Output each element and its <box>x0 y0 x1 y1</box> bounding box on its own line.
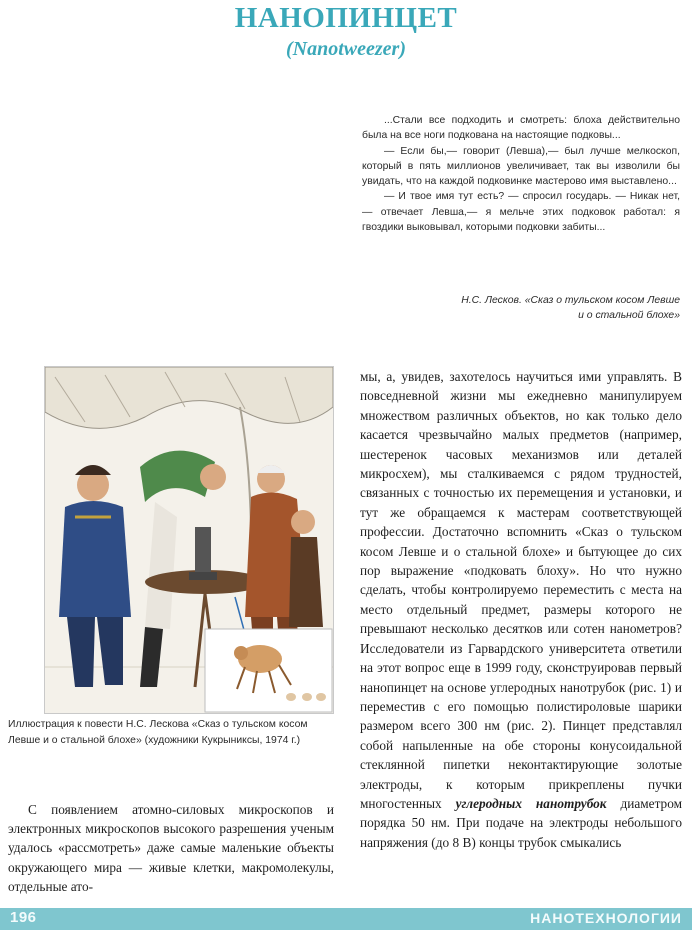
epigraph-attribution <box>362 293 680 323</box>
illustration-drawing <box>45 367 333 713</box>
left-column <box>8 800 334 896</box>
section-name: НАНОТЕХНОЛОГИИ <box>530 910 682 926</box>
epigraph-paragraph: — Если бы,— говорит (Левша),— был лучше мелкоскоп, который в пять миллионов увеличивает, так вы изволили бы увидать, что на каждой подковинке мастерово имя выставлено... <box>362 145 680 188</box>
epigraph <box>362 113 680 235</box>
figure-caption: Иллюстрация к повести Н.С. Лескова «Сказ о тульском косом Левше и о стальной блохе» (художники Кукрыниксы, 1974 г.) <box>8 719 308 746</box>
right-column <box>360 367 682 852</box>
footer-band <box>0 908 692 930</box>
attribution-line: и о стальной блохе» <box>578 310 680 321</box>
term-emphasis: углеродных нанотрубок <box>455 795 607 811</box>
epigraph-paragraph: — И твое имя тут есть? — спросил государь. — Никак нет, — отвечает Левша,— я мельче этих подковок работал: я гвоздики выковывал, которыми подковки забиты... <box>362 191 680 234</box>
page-title: НАНОПИНЦЕТ <box>234 2 458 34</box>
body-paragraph <box>360 367 682 852</box>
illustration-image <box>44 366 334 714</box>
page-number: 196 <box>10 909 37 926</box>
body-paragraph: С появлением атомно-силовых микроскопов и электронных микроскопов высокого разрешения ученым удалось «рассмотреть» даже самые маленькие объекты окружающего мира — живые клетки, макромолекулы, отдельные ато- <box>8 802 334 894</box>
page-subtitle: (Nanotweezer) <box>286 38 406 60</box>
epigraph-paragraph: ...Стали все подходить и смотреть: блоха действительно была на все ноги подкована на настоящие подковы... <box>362 115 680 142</box>
body-text: мы, а, увидев, захотелось научиться ими управлять. В повседневной жизни мы ежедневно манипулируем множеством различных объектов, но как только дело касается чрезвычайно малых предметов (например, шестеренок часовых механизмов или деталей микросхем), мы сталкиваемся с рядом трудностей, связанных с точностью их перемещения и установки, и тут же обращаемся к мастерам соответствующей профессии. Достаточно вспомнить «Сказ о тульском косом Левше и о стальной блохе» и бытующее до сих пор выражение «подковать блоху». Но что нужно сделать, чтобы контролируемо переместить с места на место отдельный предмет, размеры которого не превышают несколько десятков или сотен нанометров? Исследователи из Гарвардского университета ответили на этот вопрос еще в 1999 году, сконструировав первый нанопинцет на основе углеродных нанотрубок (рис. 1) и переместив с его помощью полистироловые шарики размером всего 300 нм (рис. 2). Пинцет представлял собой напыленные на обе стороны конусоидальной стеклянной пипетки неконтактирующие золотые электроды, к которым прикреплены пучки многостенных <box>360 369 682 811</box>
attribution-line: Н.С. Лесков. «Сказ о тульском косом Левше <box>461 295 680 306</box>
body-text: диаметром порядка 50 нм. При подаче на электроды небольшого напряжения (до 8 В) концы трубок смыкались <box>360 795 683 850</box>
